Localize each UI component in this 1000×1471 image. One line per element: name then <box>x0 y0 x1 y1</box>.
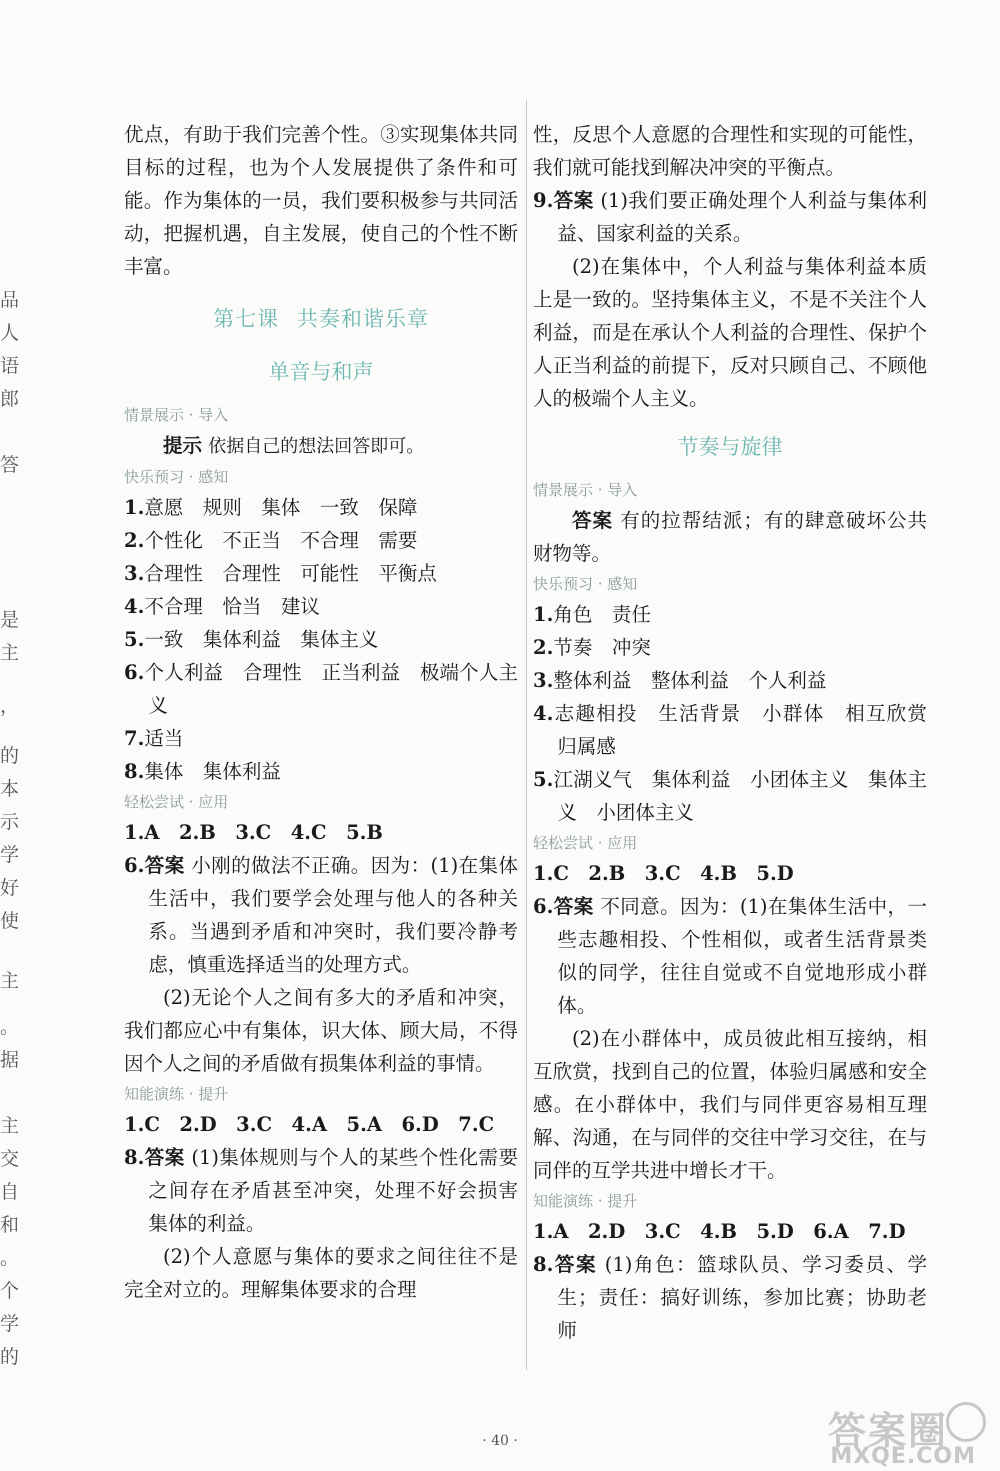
item-text: 不合理 恰当 建议 <box>144 595 320 618</box>
left-gutter-fragments <box>0 0 20 1471</box>
watermark-logo <box>748 1400 988 1470</box>
item-number: 2. <box>533 636 554 659</box>
gutter-char: 本 <box>0 778 20 800</box>
left-column <box>124 118 518 1306</box>
item-number: 5. <box>124 628 145 651</box>
gutter-char: 交 <box>0 1148 20 1170</box>
section-heading: 知能演练 · 提升 <box>533 1192 638 1210</box>
try-6-answer <box>533 890 927 1022</box>
item-number: 2. <box>124 529 145 552</box>
item-number: 6. <box>124 661 145 684</box>
item-number: 4. <box>124 595 145 618</box>
intro-answer <box>533 504 927 570</box>
item-text: 个性化 不正当 不合理 需要 <box>144 529 418 552</box>
gutter-char: 郎 <box>0 388 20 410</box>
drill-8-answer-part2: (2)个人意愿与集体的要求之间往往不是完全对立的。理解集体要求的合理 <box>124 1245 518 1301</box>
item-text: 志趣相投 生活背景 小群体 相互欣赏 归属感 <box>553 702 947 758</box>
item-text: 意愿 规则 集体 一致 保障 <box>144 496 418 519</box>
question-number: 6. <box>533 895 554 918</box>
watermark-circle-icon <box>946 1402 986 1442</box>
preview-item <box>533 763 927 829</box>
section-heading: 快乐预习 · 感知 <box>124 468 229 486</box>
column-divider <box>526 100 527 1370</box>
try-6-answer <box>124 849 518 981</box>
preview-item <box>533 697 947 763</box>
gutter-char: 主 <box>0 642 20 664</box>
preview-list-left <box>124 491 518 788</box>
preview-item <box>533 631 927 664</box>
answer-text: 小刚的做法不正确。因为：(1)在集体生活中，我们要学会处理与他人的各种关系。当遇到矛盾和冲突时，我们要冷静考虑，慎重选择适当的处理方式。 <box>148 854 518 976</box>
try-6-answer-part2: (2)在小群体中，成员彼此相互接纳，相互欣赏，找到自己的位置，体验归属感和安全感。在小群体中，我们与同伴更容易相互理解、沟通，在与同伴的交往中学习交往，在与同伴的互学共进中增长才干。 <box>533 1027 927 1182</box>
item-text: 适当 <box>144 727 184 750</box>
gutter-char: 。 <box>0 1247 20 1269</box>
section-heading: 情景展示 · 导入 <box>533 481 638 499</box>
question-number: 9. <box>533 189 554 212</box>
drill-mc-answers: 1.A 2.D 3.C 4.B 5.D 6.A 7.D <box>533 1220 906 1243</box>
answer-label: 答案 <box>144 1146 185 1169</box>
q9-answer-part2: (2)在集体中，个人利益与集体利益本质上是一致的。坚持集体主义，不是不关注个人利益，而是在承认个人利益的合理性、保护个人正当利益的前提下，反对只顾自己、不顾他人的极端个人主义。 <box>533 255 927 410</box>
gutter-char: ， <box>0 695 20 717</box>
watermark-url: MXQE.COM <box>830 1444 976 1469</box>
gutter-char: 据 <box>0 1049 20 1071</box>
try-mc-answers: 1.C 2.B 3.C 4.B 5.D <box>533 862 794 885</box>
gutter-char: 和 <box>0 1214 20 1236</box>
intro-paragraph: 优点，有助于我们完善个性。③实现集体共同目标的过程，也为个人发展提供了条件和可能。作为集体的一员，我们要积极参与共同活动，把握机遇，自主发展，使自己的个性不断丰富。 <box>124 123 518 278</box>
gutter-char: 使 <box>0 910 20 932</box>
section-heading: 快乐预习 · 感知 <box>533 575 638 593</box>
question-number: 6. <box>124 854 145 877</box>
q9-answer <box>533 184 927 250</box>
answer-label: 答案 <box>553 1253 597 1276</box>
section-heading: 轻松尝试 · 应用 <box>533 834 638 852</box>
answer-text: 不同意。因为：(1)在集体生活中，一些志趣相投、个性相似，或者生活背景类似的同学，往往自觉或不自觉地形成小群体。 <box>557 895 927 1017</box>
gutter-char: 是 <box>0 609 20 631</box>
gutter-char: 学 <box>0 1313 20 1335</box>
answer-label: 答案 <box>572 509 614 532</box>
gutter-char: 学 <box>0 844 20 866</box>
continued-paragraph: 性，反思个人意愿的合理性和实现的可能性，我们就可能找到解决冲突的平衡点。 <box>533 123 927 179</box>
item-text: 集体 集体利益 <box>144 760 281 783</box>
gutter-char: 自 <box>0 1181 20 1203</box>
section-heading: 知能演练 · 提升 <box>124 1085 229 1103</box>
item-text: 整体利益 整体利益 个人利益 <box>553 669 827 692</box>
gutter-char: 。 <box>0 1016 20 1038</box>
unit-title-right: 节奏与旋律 <box>677 435 783 459</box>
preview-item <box>533 664 927 697</box>
item-text: 节奏 冲突 <box>553 636 651 659</box>
answer-text: (1)我们要正确处理个人利益与集体利益、国家利益的关系。 <box>557 189 927 245</box>
section-heading: 情景展示 · 导入 <box>124 406 229 424</box>
try-mc-answers: 1.A 2.B 3.C 4.C 5.B <box>124 821 383 844</box>
preview-item <box>124 755 518 788</box>
gutter-char: 语 <box>0 355 20 377</box>
item-text: 合理性 合理性 可能性 平衡点 <box>144 562 437 585</box>
page-number: · 40 · <box>482 1433 518 1449</box>
drill-mc-answers: 1.C 2.D 3.C 4.A 5.A 6.D 7.C <box>124 1113 495 1136</box>
gutter-char: 的 <box>0 745 20 767</box>
item-text: 角色 责任 <box>553 603 651 626</box>
gutter-char: 的 <box>0 1346 20 1368</box>
hint-label: 提示 <box>163 434 203 457</box>
item-number: 3. <box>124 562 145 585</box>
question-number: 8. <box>533 1253 554 1276</box>
answer-label: 答案 <box>553 895 594 918</box>
item-number: 4. <box>533 702 554 725</box>
item-text: 江湖义气 集体利益 小团体主义 集体主义 小团体主义 <box>553 768 927 824</box>
preview-list-right <box>533 598 947 829</box>
answer-label: 答案 <box>553 189 594 212</box>
answer-text: 有的拉帮结派；有的肆意破坏公共财物等。 <box>533 509 927 565</box>
item-number: 5. <box>533 768 554 791</box>
preview-item <box>533 598 927 631</box>
gutter-char: 好 <box>0 877 20 899</box>
gutter-char: 品 <box>0 289 20 311</box>
gutter-char: 主 <box>0 970 20 992</box>
item-number: 1. <box>533 603 554 626</box>
item-number: 3. <box>533 669 554 692</box>
gutter-char: 答 <box>0 454 20 476</box>
item-text: 个人利益 合理性 正当利益 极端个人主义 <box>144 661 518 717</box>
watermark-title: 答案圈 <box>827 1409 948 1453</box>
hint-paragraph <box>124 429 518 463</box>
answer-text: (1)角色：篮球队员、学习委员、学生；责任：搞好训练，参加比赛；协助老师 <box>557 1253 927 1342</box>
lesson-title: 第七课 共奏和谐乐章 <box>213 307 429 331</box>
hint-text: 依据自己的想法回答即可。 <box>208 436 425 457</box>
preview-item <box>124 722 518 755</box>
preview-item <box>124 491 518 524</box>
item-number: 8. <box>124 760 145 783</box>
right-column <box>533 118 947 1347</box>
gutter-char: 主 <box>0 1115 20 1137</box>
preview-item <box>124 524 518 557</box>
answer-label: 答案 <box>144 854 185 877</box>
drill-8-answer <box>533 1248 927 1347</box>
section-heading: 轻松尝试 · 应用 <box>124 793 229 811</box>
preview-item <box>124 590 518 623</box>
item-number: 1. <box>124 496 145 519</box>
question-number: 8. <box>124 1146 145 1169</box>
drill-8-answer <box>124 1141 518 1240</box>
preview-item <box>124 623 518 656</box>
item-number: 7. <box>124 727 145 750</box>
preview-item <box>124 656 518 722</box>
answer-text: (1)集体规则与个人的某些个性化需要之间存在矛盾甚至冲突，处理不好会损害集体的利益。 <box>148 1146 518 1235</box>
item-text: 一致 集体利益 集体主义 <box>144 628 379 651</box>
try-6-answer-part2: (2)无论个人之间有多大的矛盾和冲突，我们都应心中有集体，识大体、顾大局，不得因个人之间的矛盾做有损集体利益的事情。 <box>124 986 518 1075</box>
unit-title-left: 单音与和声 <box>268 360 374 384</box>
gutter-char: 示 <box>0 811 20 833</box>
gutter-char: 个 <box>0 1280 20 1302</box>
gutter-char: 人 <box>0 322 20 344</box>
preview-item <box>124 557 518 590</box>
